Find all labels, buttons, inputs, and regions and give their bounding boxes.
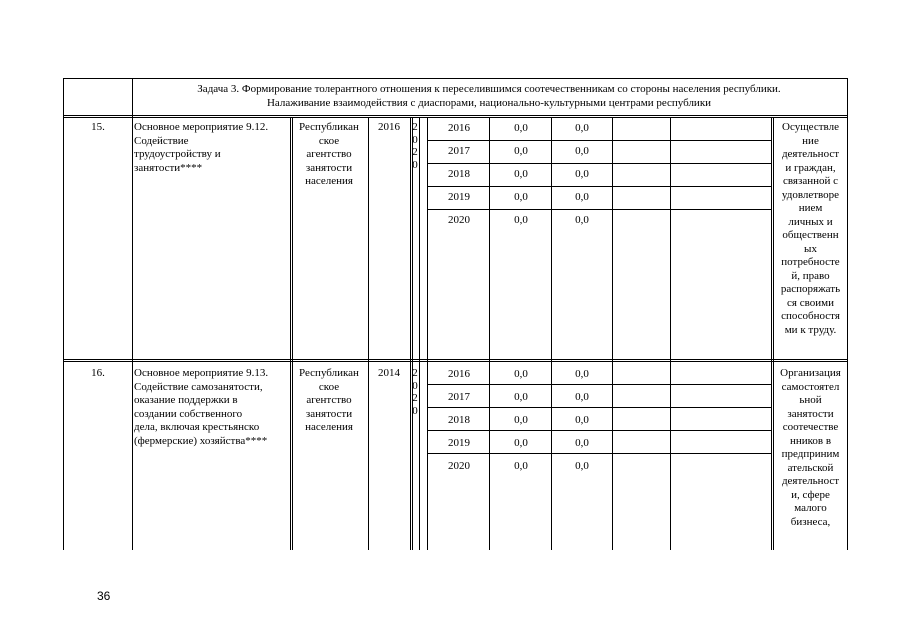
result-line: и, сфере	[791, 488, 830, 501]
result-line: ательской	[787, 461, 834, 474]
year-cell: 2017	[448, 391, 470, 403]
start-year: 2014	[378, 367, 400, 379]
value-cell: 0,0	[575, 168, 589, 180]
value-cell: 0,0	[575, 214, 589, 226]
value-cell: 0,0	[514, 391, 528, 403]
executor-line: ское	[318, 380, 340, 393]
col-border	[771, 118, 772, 550]
measure-title-line: Содействие	[134, 134, 189, 147]
year-cell: 2020	[448, 214, 470, 226]
measure-title-line: Основное мероприятие 9.12.	[134, 121, 269, 133]
row-number: 16.	[91, 367, 105, 379]
result-line: самостоятел	[781, 380, 840, 393]
col-border	[670, 118, 671, 550]
result-line: ми к труду.	[784, 323, 837, 336]
value-cell: 0,0	[575, 368, 589, 380]
table-top-border	[63, 78, 848, 79]
col-border	[612, 118, 613, 550]
executor-line: занятости	[305, 161, 353, 174]
expected-result	[774, 367, 847, 529]
result-line: личных и	[788, 215, 833, 228]
col-border	[412, 118, 413, 550]
end-year-char: 2	[412, 146, 418, 158]
executor-line: населения	[305, 175, 353, 187]
executor	[291, 367, 367, 435]
value-cell: 0,0	[514, 145, 528, 157]
row15-year-line	[427, 140, 771, 141]
task-bottom-border	[63, 115, 848, 116]
result-line: удовлетворе	[781, 188, 840, 201]
expected-result	[774, 121, 847, 337]
col-border	[427, 118, 428, 550]
year-cell: 2019	[448, 437, 470, 449]
result-line: ьной	[799, 394, 822, 406]
col-border	[419, 118, 420, 550]
value-cell: 0,0	[575, 145, 589, 157]
measure-title-line: занятости****	[134, 161, 203, 174]
result-line: Организация	[780, 367, 841, 379]
result-line: малого	[794, 502, 827, 514]
value-cell: 0,0	[575, 391, 589, 403]
executor-line: населения	[305, 421, 353, 433]
value-cell: 0,0	[575, 191, 589, 203]
result-line: общественн	[782, 229, 839, 241]
row-number: 15.	[91, 121, 105, 133]
result-line: ние	[802, 134, 819, 147]
col-border	[551, 118, 552, 550]
result-line: ся своими	[787, 296, 834, 309]
program-table	[63, 78, 848, 550]
col-border	[489, 118, 490, 550]
year-cell: 2019	[448, 191, 470, 203]
task-heading-line2: Налаживание взаимодействия с диаспорами, национально-культурными центрами республики	[266, 97, 712, 109]
result-line: нием	[798, 202, 823, 214]
result-line: ых	[804, 242, 817, 255]
row16-year-line	[427, 407, 771, 408]
row15-year-line	[427, 186, 771, 187]
row15-bottom-border-double	[63, 361, 848, 362]
result-line: бизнеса,	[790, 515, 831, 528]
measure-title	[134, 367, 294, 448]
measure-title-line: (фермерские) хозяйства****	[134, 434, 268, 447]
result-line: нников в	[789, 434, 832, 447]
task-heading	[132, 82, 846, 110]
year-cell: 2016	[448, 122, 470, 134]
year-cell: 2017	[448, 145, 470, 157]
executor-line: агентство	[306, 148, 352, 160]
row15-year-line	[427, 209, 771, 210]
value-cell: 0,0	[514, 191, 528, 203]
executor-line: Республикан	[299, 367, 359, 379]
year-cell: 2018	[448, 168, 470, 180]
value-cell: 0,0	[514, 168, 528, 180]
value-cell: 0,0	[575, 460, 589, 472]
col-border	[132, 78, 133, 550]
value-cell: 0,0	[514, 122, 528, 134]
col-border	[847, 78, 848, 550]
measure-title-line: Основное мероприятие 9.13.	[134, 367, 269, 379]
year-cell: 2018	[448, 414, 470, 426]
row16-year-line	[427, 430, 771, 431]
executor-line: занятости	[305, 407, 353, 420]
end-year-char: 0	[412, 133, 418, 146]
measure-title-line: трудоустройству и	[134, 148, 221, 160]
row16-year-line	[427, 384, 771, 385]
result-line: способностя	[781, 310, 840, 322]
result-line: деятельност	[781, 148, 840, 160]
row16-year-line	[427, 453, 771, 454]
task-bottom-border-double	[63, 117, 848, 118]
result-line: потребносте	[781, 256, 840, 268]
value-cell: 0,0	[575, 437, 589, 449]
executor	[291, 121, 367, 189]
end-year-char: 0	[412, 158, 418, 171]
year-cell: 2016	[448, 368, 470, 380]
value-cell: 0,0	[514, 437, 528, 449]
row15-bottom-border	[63, 359, 848, 360]
result-line: й, право	[791, 269, 830, 282]
end-year-char: 0	[412, 379, 418, 392]
col-border	[63, 78, 64, 550]
col-border	[410, 118, 411, 550]
year-cell: 2020	[448, 460, 470, 472]
end-year-char: 0	[412, 404, 418, 417]
start-year: 2016	[378, 121, 400, 133]
end-year-char: 2	[412, 121, 418, 133]
value-cell: 0,0	[514, 368, 528, 380]
value-cell: 0,0	[575, 122, 589, 134]
value-cell: 0,0	[514, 460, 528, 472]
result-line: деятельност	[781, 475, 840, 487]
end-year-char: 2	[412, 367, 418, 379]
measure-title-line: создании собственного	[134, 407, 243, 420]
row15-year-line	[427, 163, 771, 164]
end-year-char: 2	[412, 392, 418, 404]
executor-line: Республикан	[299, 121, 359, 133]
executor-line: ское	[318, 134, 340, 147]
measure-title-line: оказание поддержки в	[134, 394, 238, 406]
result-line: соотечестве	[782, 421, 839, 433]
measure-title	[134, 121, 294, 175]
task-heading-line1: Задача 3. Формирование толерантного отношения к переселившимся соотечественникам со стороны населения республики.	[197, 83, 781, 95]
value-cell: 0,0	[514, 214, 528, 226]
value-cell: 0,0	[514, 414, 528, 426]
measure-title-line: дела, включая крестьянско	[134, 421, 260, 433]
executor-line: агентство	[306, 394, 352, 406]
result-line: предприним	[781, 448, 840, 460]
result-line: Осуществле	[782, 121, 839, 133]
result-line: распоряжать	[780, 283, 841, 295]
result-line: занятости	[787, 407, 834, 420]
measure-title-line: Содействие самозанятости,	[134, 380, 263, 393]
value-cell: 0,0	[575, 414, 589, 426]
page-number: 36	[97, 589, 111, 603]
result-line: связанной с	[782, 175, 838, 187]
col-border	[368, 118, 369, 550]
result-line: и граждан,	[785, 161, 836, 174]
